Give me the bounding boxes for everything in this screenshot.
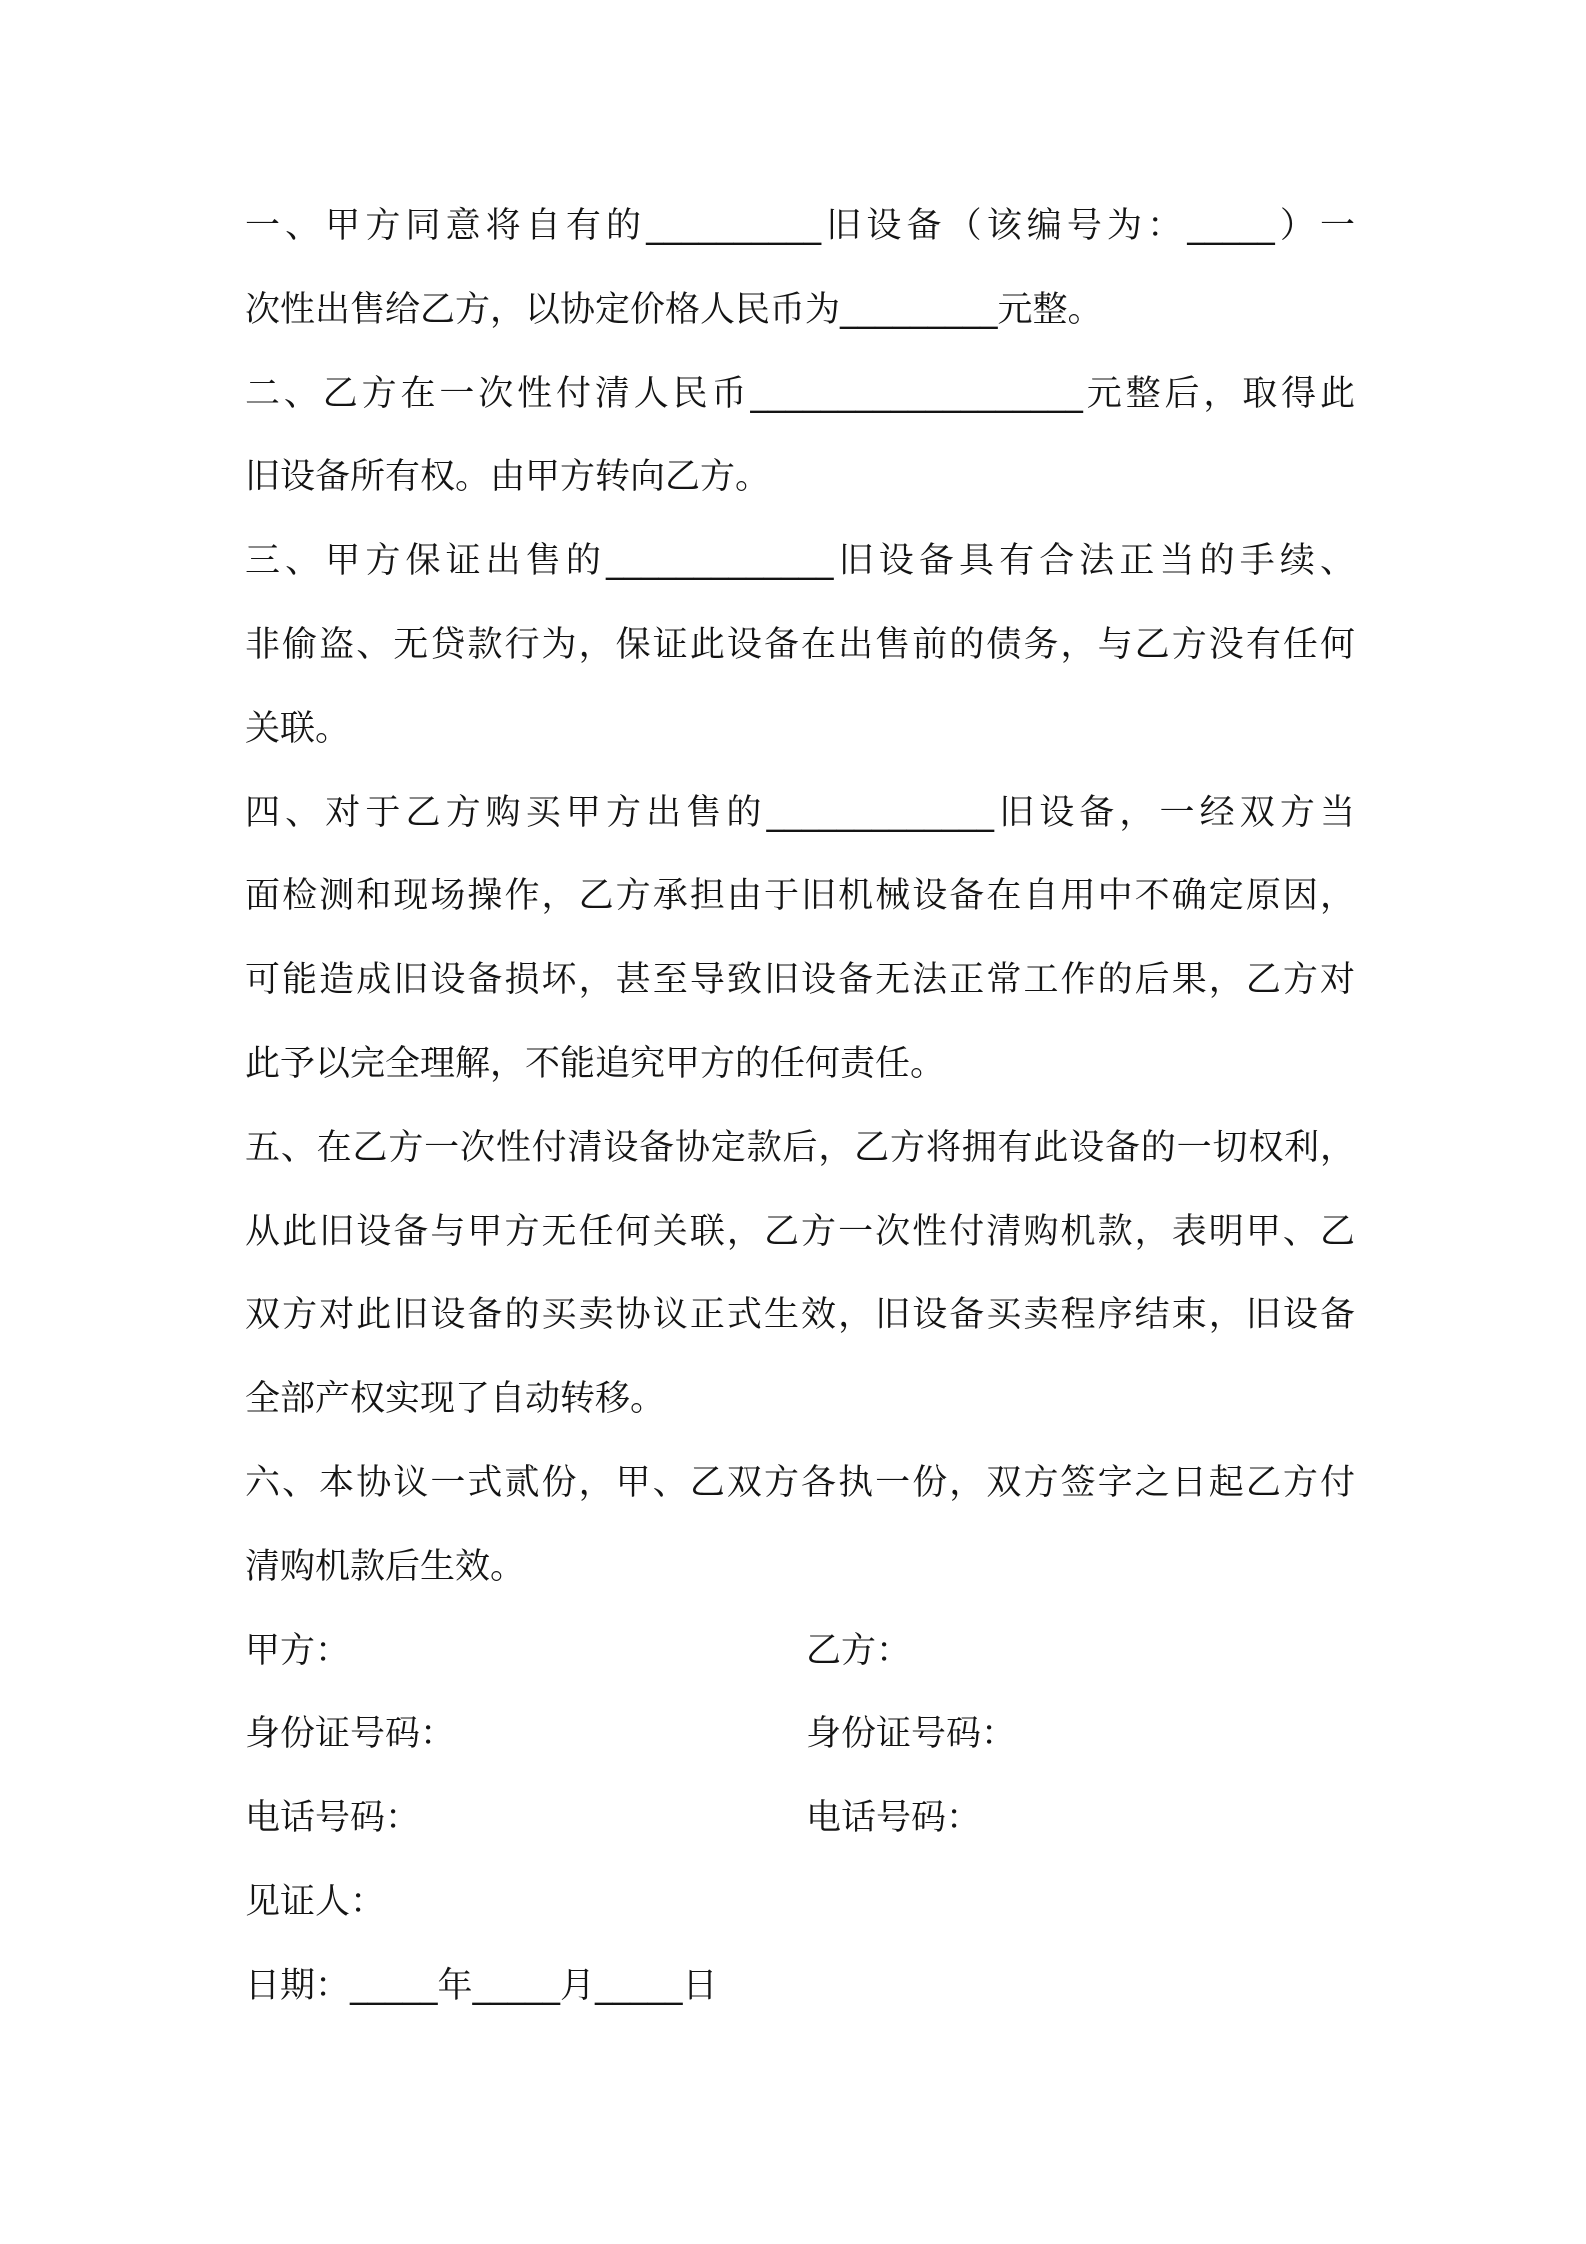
party-b-id-label: 身份证号码： bbox=[806, 1714, 1017, 1755]
paragraph-line: 关联。 bbox=[245, 708, 351, 749]
clause-1 bbox=[245, 185, 1355, 353]
paragraph-line: 清购机款后生效。 bbox=[245, 1546, 526, 1587]
witness-row bbox=[245, 1861, 1355, 1945]
clause-3 bbox=[245, 520, 1355, 771]
contract-body bbox=[245, 185, 1355, 2029]
clause-4 bbox=[245, 772, 1355, 1107]
paragraph-line: 此予以完全理解，不能追究甲方的任何责任。 bbox=[245, 1043, 946, 1084]
paragraph-line: 可能造成旧设备损坏，甚至导致旧设备无法正常工作的后果，乙方对 bbox=[245, 960, 1355, 1001]
paragraph-line: 四、对于乙方购买甲方出售的_____________旧设备，一经双方当 bbox=[245, 792, 1355, 833]
paragraph-line: 三、甲方保证出售的_____________旧设备具有合法正当的手续、 bbox=[245, 541, 1355, 582]
clause-6 bbox=[245, 1442, 1355, 1610]
id-number-row bbox=[245, 1693, 1355, 1777]
date-line: 日期：_____年_____月_____日 bbox=[245, 1965, 718, 2006]
paragraph-line: 全部产权实现了自动转移。 bbox=[245, 1379, 666, 1420]
party-a-label: 甲方： bbox=[245, 1630, 351, 1671]
paragraph-line: 面检测和现场操作，乙方承担由于旧机械设备在自用中不确定原因， bbox=[245, 876, 1355, 917]
clause-2 bbox=[245, 353, 1355, 521]
phone-row bbox=[245, 1777, 1355, 1861]
paragraph-line: 一、甲方同意将自有的__________旧设备（该编号为：_____）一 bbox=[245, 206, 1355, 246]
paragraph-line: 旧设备所有权。由甲方转向乙方。 bbox=[245, 457, 771, 498]
paragraph-line: 双方对此旧设备的买卖协议正式生效，旧设备买卖程序结束，旧设备 bbox=[245, 1295, 1355, 1336]
paragraph-line: 从此旧设备与甲方无任何关联，乙方一次性付清购机款，表明甲、乙 bbox=[245, 1211, 1355, 1252]
party-row bbox=[245, 1610, 1355, 1694]
date-row bbox=[245, 1945, 1355, 2029]
party-a-phone-label: 电话号码： bbox=[245, 1798, 421, 1839]
paragraph-line: 次性出售给乙方，以协定价格人民币为_________元整。 bbox=[245, 289, 1103, 330]
paragraph-line: 非偷盗、无贷款行为，保证此设备在出售前的债务，与乙方没有任何 bbox=[245, 624, 1355, 665]
party-b-phone-label: 电话号码： bbox=[806, 1798, 982, 1839]
witness-label: 见证人： bbox=[245, 1881, 386, 1922]
clause-5 bbox=[245, 1107, 1355, 1442]
party-b-label: 乙方： bbox=[806, 1630, 912, 1671]
signature-block bbox=[245, 1610, 1355, 2029]
paragraph-line: 二、乙方在一次性付清人民币___________________元整后，取得此 bbox=[245, 373, 1355, 414]
party-a-id-label: 身份证号码： bbox=[245, 1714, 456, 1755]
paragraph-line: 六、本协议一式贰份，甲、乙双方各执一份，双方签字之日起乙方付 bbox=[245, 1462, 1355, 1503]
paragraph-line: 五、在乙方一次性付清设备协定款后，乙方将拥有此设备的一切权利， bbox=[245, 1127, 1355, 1168]
